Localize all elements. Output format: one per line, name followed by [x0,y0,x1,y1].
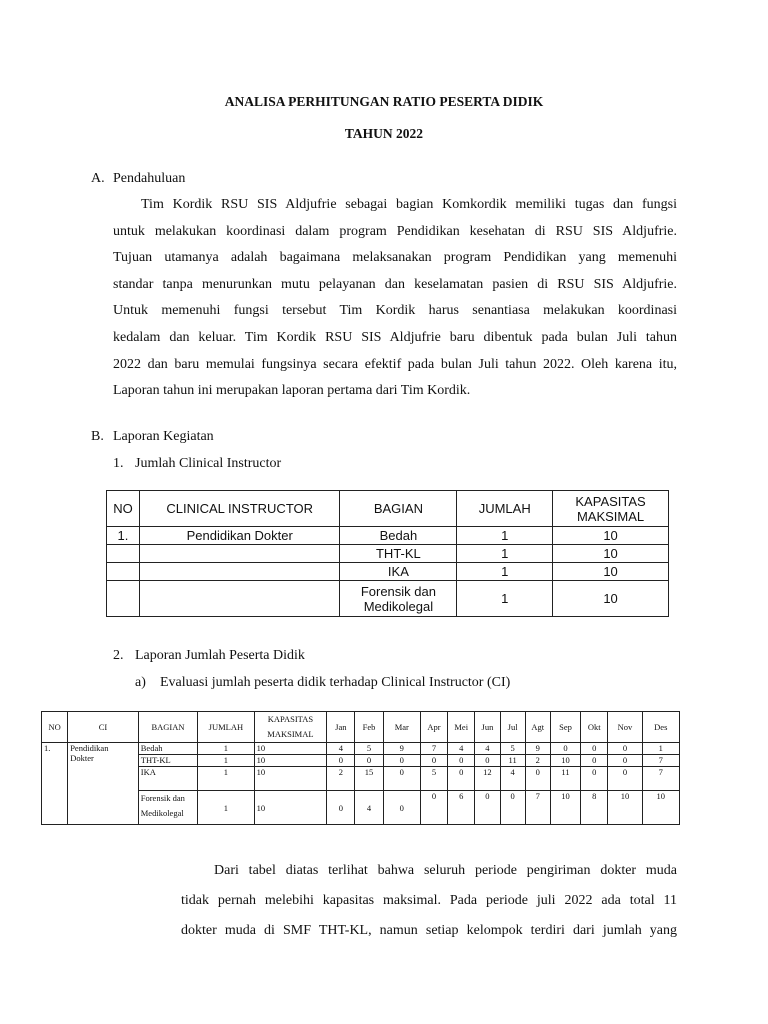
intro-line: Tujuan utamanya adalah bagaimana melaksanakan program Pendidikan yang memenuhi [113,250,677,266]
cell-bagian-line2: Medikolegal [140,808,184,818]
section-b-heading: Laporan Kegiatan [113,429,214,444]
table-row [42,743,680,755]
cell-bagian: Bedah [340,527,457,545]
cell-month: 7 [642,767,679,791]
header-ci: CI [68,712,139,743]
closing-paragraph [181,856,677,946]
cell-month: 0 [383,755,420,767]
cell-month: 0 [475,791,500,825]
cell-month: 5 [355,743,383,755]
cell-month: 0 [608,767,642,791]
cell-bagian: IKA [340,563,457,581]
header-kapasitas-line1: KAPASITAS [575,493,646,509]
cell-month: 0 [448,767,475,791]
section-b-marker: B. [91,429,104,444]
header-kapasitas-line1: KAPASITAS [267,714,314,724]
header-month-mar: Mar [383,712,420,743]
cell-month: 5 [500,743,525,755]
intro-line: standar tanpa menurunkan mutu pelayanan dan keselamatan pasien di RSU SIS Aldjufrie. [113,276,677,292]
cell-month: 11 [500,755,525,767]
cell-month: 0 [475,755,500,767]
header-month-nov: Nov [608,712,642,743]
item-1-marker: 1. [113,456,124,471]
cell-bagian-line2: Medikolegal [363,598,434,614]
table-row [107,563,669,581]
cell-jumlah: 1 [198,755,254,767]
cell-jumlah: 1 [457,563,553,581]
cell-month: 0 [525,767,550,791]
cell-month: 9 [383,743,420,755]
cell-month: 0 [500,791,525,825]
header-kapasitas-line2: MAKSIMAL [267,729,314,739]
closing-line: dokter muda di SMF THT-KL, namun setiap kelompok terdiri dari jumlah yang [181,923,677,938]
cell-month: 6 [448,791,475,825]
header-month-agt: Agt [525,712,550,743]
header-month-sep: Sep [550,712,580,743]
cell-month: 4 [500,767,525,791]
intro-paragraph [113,192,677,405]
cell-no: 1. [107,527,140,545]
cell-no: 1. [42,743,68,825]
cell-month: 0 [448,755,475,767]
cell-bagian: Bedah [138,743,197,755]
closing-line: tidak pernah melebihi kapasitas maksimal. Pada periode juli 2022 ada total 11 [181,893,677,908]
cell-kapasitas: 10 [254,743,327,755]
cell-month: 10 [550,755,580,767]
cell-bagian: IKA [138,767,197,791]
cell-kapasitas: 10 [254,791,327,825]
header-month-jun: Jun [475,712,500,743]
cell-month: 0 [383,767,420,791]
cell-month: 5 [420,767,447,791]
cell-month: 10 [550,791,580,825]
table-row [107,581,669,617]
item-1-label: Jumlah Clinical Instructor [135,456,282,471]
cell-month: 0 [581,743,608,755]
header-month-feb: Feb [355,712,383,743]
cell-month: 4 [448,743,475,755]
cell-month: 0 [581,755,608,767]
cell-jumlah: 1 [457,545,553,563]
cell-month: 4 [355,791,383,825]
header-no: NO [107,491,140,527]
cell-month: 0 [355,755,383,767]
intro-line: kedalam dan keluar. Tim Kordik RSU SIS Aldjufrie baru dibentuk pada bulan Juli tahun [113,329,677,345]
cell-month: 7 [642,755,679,767]
header-kapasitas [553,491,669,527]
table-header-row [42,712,680,743]
cell-month: 0 [608,755,642,767]
item-2a-marker: a) [135,675,146,690]
cell-month: 2 [327,767,355,791]
cell-bagian: THT-KL [340,545,457,563]
cell-ci-line2: Dokter [70,753,94,763]
closing-line: Dari tabel diatas terlihat bahwa seluruh periode pengiriman dokter muda [214,863,677,878]
cell-jumlah: 1 [457,527,553,545]
intro-line: Untuk memenuhi fungsi tersebut Tim Kordik harus senantiasa melakukan koordinasi [113,303,677,319]
cell-kapasitas: 10 [553,563,669,581]
cell-month: 0 [383,791,420,825]
cell-month: 0 [608,743,642,755]
header-clinical-instructor: CLINICAL INSTRUCTOR [139,491,340,527]
table-header-row [107,491,669,527]
cell-bagian-line1: Forensik dan [360,583,436,599]
header-month-okt: Okt [581,712,608,743]
document-title: ANALISA PERHITUNGAN RATIO PESERTA DIDIK [224,94,544,109]
document-year: TAHUN 2022 [344,126,424,141]
item-2a-label: Evaluasi jumlah peserta didik terhadap Clinical Instructor (CI) [160,675,511,690]
header-jumlah: JUMLAH [198,712,254,743]
cell-jumlah: 1 [198,791,254,825]
item-2-marker: 2. [113,648,124,663]
cell-jumlah: 1 [457,581,553,617]
intro-line: 2022 dan baru memulai fungsinya secara efektif pada bulan Juli tahun 2022. Oleh karena itu, [113,356,677,372]
cell-bagian [340,581,457,617]
cell-month: 1 [642,743,679,755]
section-a-heading: Pendahuluan [113,171,186,186]
cell-month: 9 [525,743,550,755]
cell-month: 7 [525,791,550,825]
cell-month: 4 [475,743,500,755]
cell-month: 0 [550,743,580,755]
clinical-instructor-table [106,490,669,617]
header-month-apr: Apr [420,712,447,743]
cell-bagian [138,791,197,825]
cell-bagian: THT-KL [138,755,197,767]
section-a-marker: A. [91,171,105,186]
header-no: NO [42,712,68,743]
cell-month: 0 [420,755,447,767]
cell-month: 0 [327,755,355,767]
cell-month: 2 [525,755,550,767]
cell-month: 15 [355,767,383,791]
cell-month: 7 [420,743,447,755]
cell-month: 8 [581,791,608,825]
cell-kapasitas: 10 [553,545,669,563]
cell-kapasitas: 10 [254,767,327,791]
header-bagian: BAGIAN [340,491,457,527]
cell-ci [68,743,139,825]
cell-month: 12 [475,767,500,791]
header-kapasitas [254,712,327,743]
cell-month: 4 [327,743,355,755]
cell-month: 0 [327,791,355,825]
cell-month: 10 [642,791,679,825]
cell-month: 10 [608,791,642,825]
header-month-des: Des [642,712,679,743]
item-2-label: Laporan Jumlah Peserta Didik [135,648,305,663]
cell-clinical-instructor: Pendidikan Dokter [139,527,340,545]
cell-bagian-line1: Forensik dan [140,793,185,803]
table-row [107,545,669,563]
cell-jumlah: 1 [198,767,254,791]
cell-month: 0 [420,791,447,825]
cell-ci-line1: Pendidikan [70,743,109,753]
cell-kapasitas: 10 [553,527,669,545]
header-kapasitas-line2: MAKSIMAL [576,508,645,524]
cell-month: 11 [550,767,580,791]
header-month-jul: Jul [500,712,525,743]
header-bagian: BAGIAN [138,712,197,743]
cell-jumlah: 1 [198,743,254,755]
cell-kapasitas: 10 [553,581,669,617]
header-month-jan: Jan [327,712,355,743]
table-row [107,527,669,545]
intro-line: Tim Kordik RSU SIS Aldjufrie sebagai bagian Komkordik memiliki tugas dan fungsi [141,197,677,212]
intro-line: untuk melakukan koordinasi dalam program Pendidikan kesehatan di RSU SIS Aldjufrie. [113,223,677,239]
header-jumlah: JUMLAH [457,491,553,527]
intro-line: Laporan tahun ini merupakan laporan pertama dari Tim Kordik. [113,383,471,399]
cell-month: 0 [581,767,608,791]
header-month-mei: Mei [448,712,475,743]
cell-kapasitas: 10 [254,755,327,767]
evaluation-table [41,711,680,825]
